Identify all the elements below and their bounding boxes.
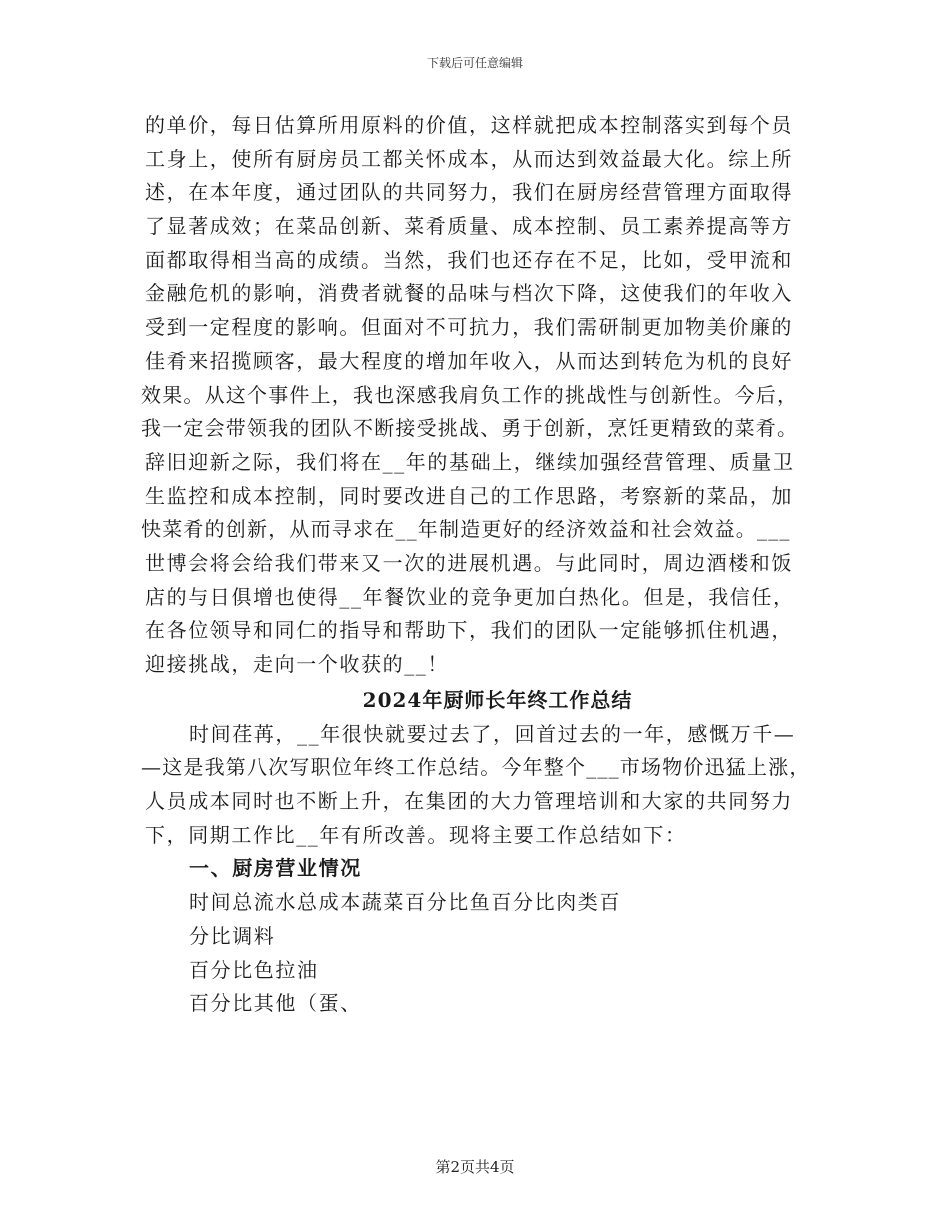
body-line: 的单价，每日估算所用原料的价值，这样就把成本控制落实到每个员 bbox=[145, 113, 793, 137]
body-line: 世博会将会给我们带来又一次的进展机遇。与此同时，周边酒楼和饭 bbox=[145, 550, 793, 575]
body-line: 在各位领导和同仁的指导和帮助下，我们的团队一定能够抓住机遇， bbox=[145, 618, 793, 643]
section-heading: 一、厨房营业情况 bbox=[189, 856, 362, 881]
table-text-line: 百分比色拉油 bbox=[189, 957, 319, 982]
table-text-line: 时间总流水总成本蔬菜百分比鱼百分比肉类百 bbox=[189, 890, 621, 915]
body-line: 佳肴来招揽顾客，最大程度的增加年收入，从而达到转危为机的良好 bbox=[145, 348, 793, 373]
intro-line: 时间荏苒，__年很快就要过去了，回首过去的一年，感慨万千— bbox=[189, 721, 796, 746]
body-line: 店的与日俱增也使得__年餐饮业的竞争更加白热化。但是，我信任， bbox=[145, 584, 795, 609]
body-line: 述，在本年度，通过团队的共同努力，我们在厨房经营管理方面取得 bbox=[145, 180, 793, 205]
intro-line: 下，同期工作比__年有所改善。现将主要工作总结如下： bbox=[145, 822, 687, 847]
body-line: 效果。从这个事件上，我也深感我肩负工作的挑战性与创新性。今后， bbox=[141, 382, 799, 407]
document-title: 2024年厨师长年终工作总结 bbox=[362, 687, 633, 712]
body-line: 金融危机的影响，消费者就餐的品味与档次下降，这使我们的年收入 bbox=[145, 281, 793, 306]
body-line: 辞旧迎新之际，我们将在__年的基础上，继续加强经营管理、质量卫 bbox=[145, 449, 795, 474]
document-body bbox=[141, 109, 811, 1021]
body-line: 了显著成效；在菜品创新、菜肴质量、成本控制、员工素养提高等方 bbox=[145, 214, 793, 239]
intro-line: 人员成本同时也不断上升，在集团的大力管理培训和大家的共同努力 bbox=[145, 789, 793, 814]
body-line: 快菜肴的创新，从而寻求在__年制造更好的经济效益和社会效益。___ bbox=[141, 517, 791, 542]
table-text-line: 百分比其他（蛋、 bbox=[189, 991, 362, 1016]
body-line: 受到一定程度的影响。但面对不可抗力，我们需研制更加物美价廉的 bbox=[145, 315, 793, 340]
body-line: 面都取得相当高的成绩。当然，我们也还存在不足，比如，受甲流和 bbox=[145, 247, 793, 272]
body-line: 我一定会带领我的团队不断接受挑战、勇于创新，烹饪更精致的菜肴。 bbox=[141, 416, 799, 441]
body-line: 迎接挑战，走向一个收获的__！ bbox=[145, 652, 449, 676]
table-text-line: 分比调料 bbox=[189, 923, 276, 948]
intro-line: —这是我第八次写职位年终工作总结。今年整个___市场物价迅猛上涨， bbox=[141, 755, 811, 780]
body-line: 生监控和成本控制，同时要改进自己的工作思路，考察新的菜品，加 bbox=[145, 483, 793, 508]
page-header-note: 下载后可任意编辑 bbox=[426, 56, 523, 70]
body-line: 工身上，使所有厨房员工都关怀成本，从而达到效益最大化。综上所 bbox=[145, 146, 793, 171]
page-number: 第2页共4页 bbox=[435, 1158, 515, 1176]
